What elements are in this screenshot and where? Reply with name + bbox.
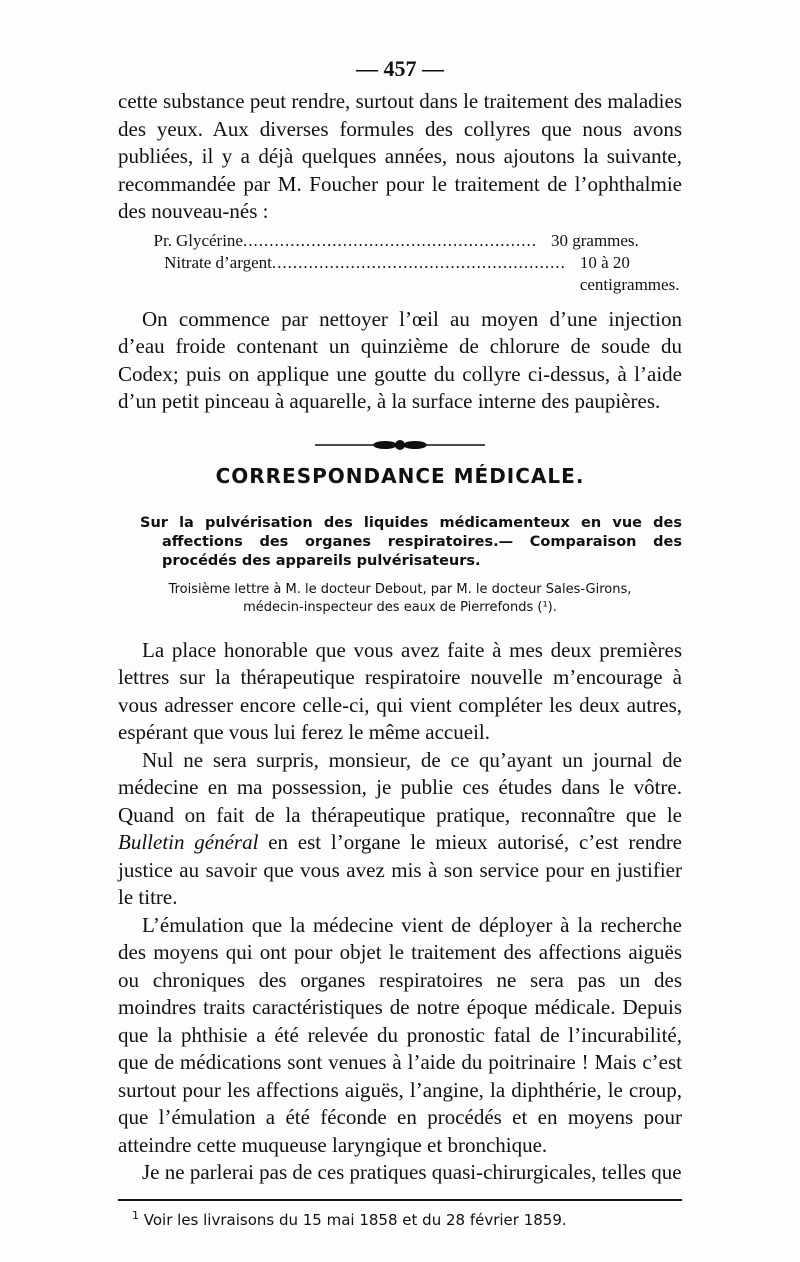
formula-amount: 10 à 20 centigrammes. bbox=[579, 252, 680, 294]
method-paragraph: On commence par nettoyer l’œil au moyen d’une injection d’eau froide contenant un quinzième de chlorure de soude du Codex; puis on applique une goutte du collyre ci-dessus, à l’aide d’un petit pinceau à aquarelle, à la surface interne des paupières. bbox=[118, 306, 682, 413]
formula-row bbox=[118, 252, 682, 296]
page-number: — 457 — bbox=[356, 56, 444, 81]
footnote bbox=[118, 1209, 682, 1229]
formula bbox=[118, 230, 682, 296]
journal-title: Bulletin général bbox=[118, 830, 259, 854]
letter-info-line: Troisième lettre à M. le docteur Debout, par M. le docteur Sales-Girons, bbox=[168, 581, 632, 597]
formula-prefix: Pr. bbox=[153, 230, 172, 250]
letter-info bbox=[118, 581, 682, 617]
page bbox=[118, 56, 682, 1229]
formula-ingredient: Glycérine bbox=[175, 230, 243, 250]
leader-dots: ........................................................ bbox=[271, 252, 566, 272]
section-title: CORRESPONDANCE MÉDICALE. bbox=[215, 463, 585, 488]
footnote-text: Voir les livraisons du 15 mai 1858 et du 28 février 1859. bbox=[143, 1210, 567, 1229]
formula-ingredient: Nitrate d’argent bbox=[164, 252, 272, 272]
paragraph-1: La place honorable que vous avez faite à mes deux premières lettres sur la thérapeutique respiratoire nouvelle m’encourage à vous adresser encore celle-ci, qui vient compléter les deux autres, espérant que vous lui ferez le même accueil. bbox=[118, 637, 682, 744]
paragraph-3: L’émulation que la médecine vient de déployer à la recherche des moyens qui ont pour objet le traitement des affections aiguës ou chroniques des organes respiratoires ne sera pas un des moindres traits caractéristiques de notre époque médicale. Depuis que la phthisie a été relevée du pronostic fatal de l’incurabilité, que de médications sont venues à l’aide du poitrinaire ! Mais c’est surtout pour les affections aiguës, l’angine, la diphthérie, le croup, que l’émulation a été féconde en procédés et en moyens pour atteindre cette muqueuse laryngique et bronchique. bbox=[118, 912, 682, 1157]
formula-amount: 30 grammes. bbox=[550, 230, 639, 250]
paragraph-2: Nul ne sera surpris, monsieur, de ce qu’ayant un journal de médecine en ma possession, je publie ces études dans le vôtre. Quand on fait de la thérapeutique pratique, reconnaître que le Bulletin général en est l’organe le mieux autorisé, c’est rendre justice au savoir que vous avez mis à son service pour en justifier le titre. bbox=[118, 747, 683, 909]
leader-dots: ........................................................ bbox=[242, 230, 537, 250]
letter-info-line: médecin-inspecteur des eaux de Pierrefonds (¹). bbox=[243, 599, 557, 615]
intro-paragraph: cette substance peut rendre, surtout dans le traitement des maladies des yeux. Aux diverses formules des collyres que nous avons publiées, il y a déjà quelques années, nous ajoutons la suivante, recommandée par M. Foucher pour le traitement de l’ophthalmie des nouveau-nés : bbox=[118, 89, 682, 223]
ornament-divider bbox=[315, 438, 485, 452]
footnote-rule bbox=[118, 1199, 682, 1201]
article-heading: Sur la pulvérisation des liquides médicamenteux en vue des affections des organes respiratoires.— Comparaison des procédés des appareils pulvérisateurs. bbox=[140, 514, 682, 569]
formula-row bbox=[118, 230, 682, 252]
footnote-marker: 1 bbox=[132, 1208, 139, 1222]
paragraph-4: Je ne parlerai pas de ces pratiques quasi-chirurgicales, telles que bbox=[142, 1160, 682, 1184]
